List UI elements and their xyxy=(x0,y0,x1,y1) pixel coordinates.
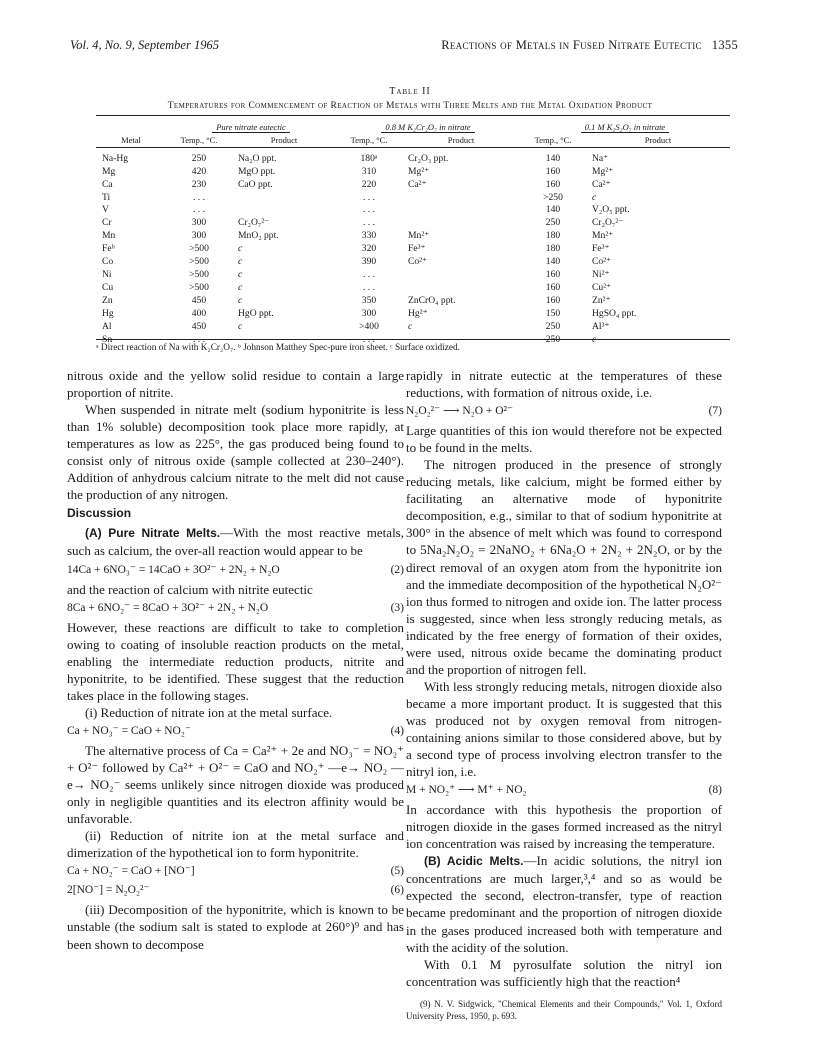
cell-metal: Zn xyxy=(102,294,113,306)
cell-temp: 160 xyxy=(545,294,561,306)
cell-product: Mg²⁺ xyxy=(408,165,430,177)
cell-product xyxy=(232,192,336,205)
cell-metal: Feᵇ xyxy=(102,243,115,255)
paragraph: When suspended in nitrate melt (sodium hyponitrite is less than 1% soluble) decomposition took place more rapidly, at temperatures as low as 225°, the gas produced being found to consist only of nitrous oxide (sample collected at 230–240°). Addition of anhydrous calcium nitrate to the melt did not cause the production of any nitrogen. xyxy=(67,402,404,503)
cell-product: HgSO₄ ppt. xyxy=(592,307,637,319)
cell-product: Cr₂O₇²⁻ xyxy=(238,217,270,229)
col-header-product: Product xyxy=(644,134,672,145)
cell-temp: 150 xyxy=(545,307,561,319)
col-header-temp: Temp., °C. xyxy=(534,134,572,145)
equation-number: (6) xyxy=(390,884,404,897)
cell-temp: 300 xyxy=(361,307,377,319)
equation xyxy=(67,723,404,740)
paragraph: Large quantities of this ion would therefore not be expected to be found in the melts. xyxy=(406,423,722,456)
cell-metal: Cu xyxy=(102,281,114,293)
table-bottom-rule xyxy=(96,339,730,340)
cell-temp: 310 xyxy=(361,165,377,177)
data-table xyxy=(96,115,730,346)
equation-number: (4) xyxy=(390,724,404,737)
table-row xyxy=(96,179,730,192)
paragraph: (ii) Reduction of nitrite ion at the metal surface and dimerization of the hypothetical ion to form hyponitrite. xyxy=(67,828,404,861)
cell-temp: >500 xyxy=(189,256,209,268)
group-header-pure: Pure nitrate eutectic xyxy=(212,122,290,133)
paragraph: With 0.1 M pyrosulfate solution the nitryl ion concentration was sufficiently high that the reaction⁴ xyxy=(406,956,722,989)
equation-number: (7) xyxy=(708,405,722,418)
cell-metal: Ni xyxy=(102,268,112,280)
paragraph xyxy=(406,852,722,955)
cell-temp: 160 xyxy=(545,178,561,190)
paragraph: (iii) Decomposition of the hyponitrite, which is known to be unstable (the sodium salt is stated to explode at 260°)⁹ and has been shown to decompose xyxy=(67,902,404,952)
cell-temp: 180 xyxy=(545,230,561,242)
table-row xyxy=(96,282,730,295)
table-row xyxy=(96,192,730,205)
cell-temp: . . . xyxy=(193,191,205,203)
equation xyxy=(67,882,404,899)
paragraph: and the reaction of calcium with nitrite eutectic xyxy=(67,581,313,597)
cell-product: CaO ppt. xyxy=(238,178,273,190)
cell-product: Co²⁺ xyxy=(592,256,612,268)
cell-product: Co²⁺ xyxy=(408,256,428,268)
cell-product: Na₂O ppt. xyxy=(238,152,277,164)
cell-temp: >500 xyxy=(189,281,209,293)
cell-temp: . . . xyxy=(363,191,375,203)
cell-product xyxy=(232,204,336,217)
cell-product: Hg²⁺ xyxy=(408,307,428,319)
cell-metal: Mg xyxy=(102,165,116,177)
cell-temp: . . . xyxy=(363,204,375,216)
table-row xyxy=(96,269,730,282)
cell-product: c xyxy=(238,281,243,293)
equation-text: Ca + NO₃⁻ = CaO + NO₂⁻ xyxy=(67,724,191,737)
cell-temp: . . . xyxy=(363,281,375,293)
col-header-temp: Temp., °C. xyxy=(350,134,388,145)
cell-metal: Na-Hg xyxy=(102,152,129,164)
cell-product xyxy=(402,217,520,230)
cell-temp: 450 xyxy=(191,294,207,306)
cell-metal: Sn xyxy=(102,333,113,345)
table-row xyxy=(96,295,730,308)
cell-temp: 250 xyxy=(191,152,207,164)
cell-product: Mg²⁺ xyxy=(592,165,614,177)
equation-number: (8) xyxy=(708,784,722,797)
subsection-label: (B) Acidic Melts. xyxy=(424,854,524,869)
cell-product: Cr₂O₇²⁻ xyxy=(592,217,624,229)
equation-text: 8Ca + 6NO₂⁻ = 8CaO + 3O²⁻ + 2N₂ + N₂O xyxy=(67,601,269,614)
cell-temp: 140 xyxy=(545,204,561,216)
group-header-dichromate: 0.8 M K₂Cr₂O₇ in nitrate xyxy=(381,122,474,133)
cell-temp: 330 xyxy=(361,230,377,242)
cell-product: MgO ppt. xyxy=(238,165,276,177)
cell-temp: 180ᵃ xyxy=(360,152,378,164)
cell-metal: Cr xyxy=(102,217,112,229)
cell-temp: 350 xyxy=(361,294,377,306)
cell-product xyxy=(402,269,520,282)
cell-product: c xyxy=(408,320,413,332)
cell-temp: 320 xyxy=(361,243,377,255)
cell-temp: >400 xyxy=(359,320,379,332)
cell-temp: >500 xyxy=(189,243,209,255)
table-row xyxy=(96,153,730,166)
cell-metal: V xyxy=(102,204,109,216)
cell-product: HgO ppt. xyxy=(238,307,274,319)
cell-temp: 250 xyxy=(545,333,561,345)
paragraph: In accordance with this hypothesis the proportion of nitrogen dioxide in the gases formed increased as the nitryl ion concentration was raised by increasing the temperature. xyxy=(406,802,722,852)
cell-product: Mn²⁺ xyxy=(592,230,614,242)
paragraph: However, these reactions are difficult to take to completion owing to coating of insoluble reaction products on the metal, enabling the intermediate reduction products, nitrite and hyponitrite, to be identified. These suggest that the reduction takes place in the following stages. xyxy=(67,619,404,703)
paragraph: With less strongly reducing metals, nitrogen dioxide also became a more important product. It is suggested that this was produced not by oxygen removal from nitrogen-containing anions similar to those considered above, but by a second type of process involving electron transfer to the nitryl ion, i.e. xyxy=(406,678,722,780)
cell-temp: 140 xyxy=(545,256,561,268)
running-header-volume: Vol. 4, No. 9, September 1965 xyxy=(70,38,219,52)
cell-temp: >250 xyxy=(543,191,563,203)
equation-text: M + NO₂⁺ ⟶ M⁺ + NO₂ xyxy=(406,784,527,797)
equation-number: (5) xyxy=(390,865,404,878)
page-number: 1355 xyxy=(711,38,738,52)
equation xyxy=(406,782,722,799)
cell-product: Ca²⁺ xyxy=(592,178,611,190)
table-row xyxy=(96,166,730,179)
table-row xyxy=(96,243,730,256)
left-column xyxy=(67,367,404,953)
cell-temp: 450 xyxy=(191,320,207,332)
equation-number: (3) xyxy=(390,601,404,614)
col-header-product: Product xyxy=(447,134,475,145)
cell-temp: 400 xyxy=(191,307,207,319)
table-row xyxy=(96,204,730,217)
table-row xyxy=(96,308,730,321)
cell-product: Na⁺ xyxy=(592,152,609,164)
cell-temp: 160 xyxy=(545,165,561,177)
table-row xyxy=(96,321,730,334)
cell-temp: 300 xyxy=(191,217,207,229)
table-group-header-row xyxy=(96,121,730,134)
right-column xyxy=(406,367,722,1022)
cell-metal: Mn xyxy=(102,230,116,242)
section-heading: Discussion xyxy=(67,506,132,521)
cell-product: c xyxy=(238,294,243,306)
cell-metal: Hg xyxy=(102,307,114,319)
cell-product: MnO₂ ppt. xyxy=(238,230,279,242)
cell-product: Fe³⁺ xyxy=(592,243,610,255)
paragraph-text: —With the most reactive metals, such as calcium, the over-all reaction would appear to be xyxy=(67,525,404,559)
cell-temp: 300 xyxy=(191,230,207,242)
paragraph: rapidly in nitrate eutectic at the temperatures of these reductions, with formation of nitrous oxide, i.e. xyxy=(406,368,722,401)
running-title: Reactions of Metals in Fused Nitrate Eutectic xyxy=(441,38,702,52)
cell-temp: 250 xyxy=(545,320,561,332)
cell-product: Al³⁺ xyxy=(592,320,610,332)
cell-temp: 390 xyxy=(361,256,377,268)
col-header-product: Product xyxy=(270,134,298,145)
cell-metal: Al xyxy=(102,320,112,332)
equation xyxy=(67,600,404,617)
table-title: Temperatures for Commencement of Reaction of Metals with Three Melts and the Metal Oxidation Product xyxy=(167,101,653,111)
cell-metal: Ca xyxy=(102,178,113,190)
running-header-title xyxy=(441,38,738,53)
cell-metal: Ti xyxy=(102,191,111,203)
cell-metal: Co xyxy=(102,256,114,268)
cell-product: c xyxy=(592,333,597,345)
cell-product: c xyxy=(238,320,243,332)
paragraph: The alternative process of Ca = Ca²⁺ + 2e and NO₃⁻ = NO₂⁺ + O²⁻ followed by Ca²⁺ + O²⁻ = CaO and NO₂⁺ —e→ NO₂ —e→ NO₂⁻ seems unlikely since nitrogen dioxide was produced only in negligible quantities and its electron affinity would be unfavorable. xyxy=(67,742,404,827)
paragraph xyxy=(67,524,404,559)
cell-temp: 230 xyxy=(191,178,207,190)
reference: (9) N. V. Sidgwick, "Chemical Elements and their Compounds," Vol. 1, Oxford University Press, 1950, p. 693. xyxy=(406,998,722,1021)
cell-product: c xyxy=(238,256,243,268)
cell-temp: 140 xyxy=(545,152,561,164)
cell-temp: 160 xyxy=(545,268,561,280)
cell-temp: 250 xyxy=(545,217,561,229)
cell-product: c xyxy=(238,243,243,255)
subsection-label: (A) Pure Nitrate Melts. xyxy=(85,526,221,541)
table-number: Table II xyxy=(389,86,431,97)
equation-number: (2) xyxy=(390,563,404,576)
col-header-temp: Temp., °C. xyxy=(180,134,218,145)
equation xyxy=(67,562,404,579)
paragraph: nitrous oxide and the yellow solid residue to contain a large proportion of nitrite. xyxy=(67,368,404,401)
equation-text: N₂O₂²⁻ ⟶ N₂O + O²⁻ xyxy=(406,405,514,418)
cell-temp: 420 xyxy=(191,165,207,177)
cell-product: c xyxy=(592,191,597,203)
cell-temp: 220 xyxy=(361,178,377,190)
paragraph: (i) Reduction of nitrate ion at the metal surface. xyxy=(85,704,333,720)
col-header-metal: Metal xyxy=(121,134,141,145)
cell-product: V₂O₅ ppt. xyxy=(592,204,630,216)
cell-product: c xyxy=(238,268,243,280)
cell-product: Fe³⁺ xyxy=(408,243,426,255)
cell-product: Zn²⁺ xyxy=(592,294,611,306)
paragraph: The nitrogen produced in the presence of strongly reducing metals, like calcium, might be formed either by facilitating an alternative mode of hyponitrite decomposition, e.g., similar to that of sodium hyponitrite at 300° in the absence of melt which was found to correspond to 5Na₂N₂O₂ = 2NaNO₂ + 6Na₂O + 2N₂ + 2N₂O, or by the direct removal of an oxygen atom from the hyponitrite ion and the immediate decomposition of the hypothetical N₂O²⁻ ion thus formed to nitrogen and oxide ion. The latter process is suggested, since when less strongly reducing metals, as indicated by the free energy of formation of their oxides, were used, nitrous oxide became the dominating product and the proportion of nitrogen fell. xyxy=(406,457,722,677)
cell-temp: >500 xyxy=(189,268,209,280)
cell-product: Mn²⁺ xyxy=(408,230,430,242)
cell-product xyxy=(402,282,520,295)
group-header-pyrosulfate: 0.1 M K₂S₂O₇ in nitrate xyxy=(581,122,669,133)
equation-text: 14Ca + 6NO₃⁻ = 14CaO + 3O²⁻ + 2N₂ + N₂O xyxy=(67,563,280,576)
cell-product xyxy=(402,204,520,217)
table-row xyxy=(96,230,730,243)
cell-temp: . . . xyxy=(363,268,375,280)
table-column-header-row xyxy=(96,134,730,147)
cell-temp: . . . xyxy=(363,333,375,345)
equation-text: Ca + NO₂⁻ = CaO + [NO⁻] xyxy=(67,865,195,878)
cell-product: Ni²⁺ xyxy=(592,268,610,280)
cell-product xyxy=(402,192,520,205)
cell-product: Cr₂O₃ ppt. xyxy=(408,152,449,164)
cell-temp: . . . xyxy=(193,204,205,216)
paragraph-text: —In acidic solutions, the nitryl ion concentrations are much larger,³,⁴ and so as would be expected the second, electron-transfer, type of reaction became predominant and the proportion of nitrogen dioxide in the gases produced increased both with temperature and with the acidity of the solution. xyxy=(406,853,722,955)
equation xyxy=(67,863,404,880)
cell-temp: 160 xyxy=(545,281,561,293)
table-footnote: ᵃ Direct reaction of Na with K₂Cr₂O₇. ᵇ Johnson Matthey Spec-pure iron sheet. ᶜ Surface oxidized. xyxy=(96,343,460,353)
table-row xyxy=(96,256,730,269)
cell-product: ZnCrO₄ ppt. xyxy=(408,294,456,306)
cell-product: Ca²⁺ xyxy=(408,178,427,190)
table-row xyxy=(96,217,730,230)
cell-temp: . . . xyxy=(193,333,205,345)
equation xyxy=(406,403,722,420)
cell-product: Cu²⁺ xyxy=(592,281,612,293)
equation-text: 2[NO⁻] = N₂O₂²⁻ xyxy=(67,884,150,897)
cell-temp: 180 xyxy=(545,243,561,255)
cell-temp: . . . xyxy=(363,217,375,229)
